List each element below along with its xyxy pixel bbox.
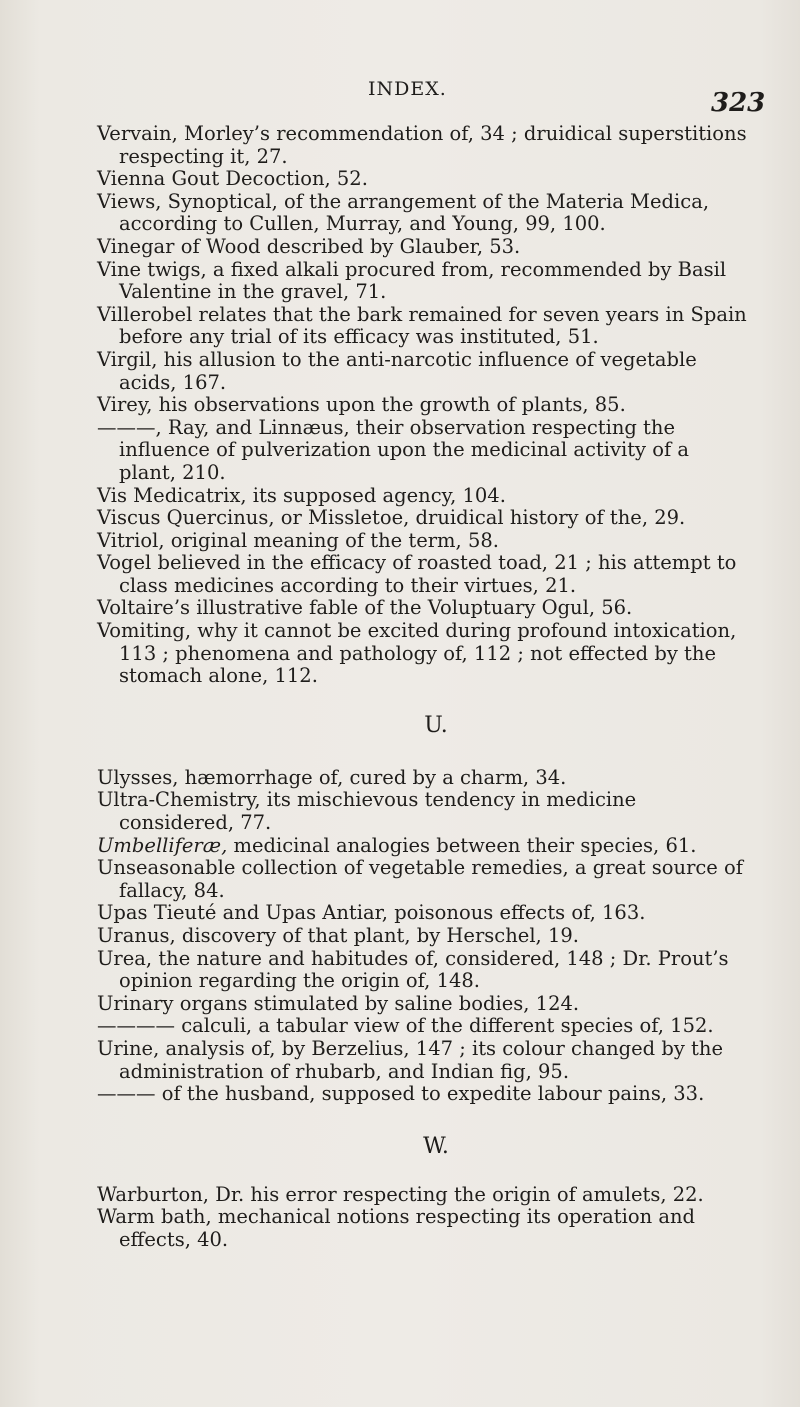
index-entry: Vitriol, original meaning of the term, 58. bbox=[97, 528, 499, 552]
index-entry: Uranus, discovery of that plant, by Herschel, 19. bbox=[97, 924, 579, 947]
index-entry: Ulysses, hæmorrhage of, cured by a charm, 34. bbox=[97, 765, 567, 789]
index-entry: Urine, analysis of, by Berzelius, 147 ; its colour changed by the administration of rhubarb, and Indian fig, 95. bbox=[97, 1036, 723, 1083]
section-w bbox=[97, 1184, 747, 1252]
page-header bbox=[0, 78, 800, 118]
index-entry: ———— calculi, a tabular view of the different species of, 152. bbox=[97, 1014, 714, 1038]
index-entry: Villerobel relates that the bark remained for seven years in Spain before any trial of its efficacy was instituted, 51. bbox=[97, 302, 747, 349]
section-letter-w: W. bbox=[423, 1133, 449, 1159]
index-entry: Warm bath, mechanical notions respecting its operation and effects, 40. bbox=[97, 1205, 696, 1251]
index-entry: Ultra-Chemistry, its mischievous tendency in medicine considered, 77. bbox=[97, 788, 637, 835]
index-entry: Vinegar of Wood described by Glauber, 53. bbox=[97, 234, 521, 258]
index-entry: Warburton, Dr. his error respecting the origin of amulets, 22. bbox=[97, 1182, 704, 1206]
index-body bbox=[97, 123, 747, 1252]
index-entry: Virgil, his allusion to the anti-narcotic influence of vegetable acids, 167. bbox=[97, 347, 697, 394]
index-entry: Vomiting, why it cannot be excited during profound intoxication, 113 ; phenomena and pathology of, 112 ; not effected by the stomach alone, 112. bbox=[97, 619, 737, 688]
index-entry: Urinary organs stimulated by saline bodies, 124. bbox=[97, 991, 580, 1015]
index-entry: Vervain, Morley’s recommendation of, 34 ; druidical superstitions respecting it, 27. bbox=[97, 122, 747, 168]
index-entry bbox=[97, 835, 747, 858]
entry-term-italic: Umbelliferæ, bbox=[97, 833, 228, 857]
index-entry: Voltaire’s illustrative fable of the Voluptuary Ogul, 56. bbox=[97, 596, 633, 620]
index-entry: Unseasonable collection of vegetable remedies, a great source of fallacy, 84. bbox=[97, 856, 744, 902]
index-entry: Urea, the nature and habitudes of, considered, 148 ; Dr. Prout’s opinion regarding the origin of, 148. bbox=[97, 946, 729, 993]
section-v bbox=[97, 123, 747, 688]
index-entry: Vogel believed in the efficacy of roasted toad, 21 ; his attempt to class medicines according to their virtues, 21. bbox=[97, 551, 737, 597]
page-number: 323 bbox=[711, 88, 766, 118]
entry-text: medicinal analogies between their species, 61. bbox=[227, 833, 697, 857]
index-entry: Views, Synoptical, of the arrangement of the Materia Medica, according to Cullen, Murray, and Young, 99, 100. bbox=[97, 189, 710, 236]
section-u bbox=[97, 767, 747, 1106]
index-entry: Viscus Quercinus, or Missletoe, druidical history of the, 29. bbox=[97, 506, 686, 530]
index-entry: Vienna Gout Decoction, 52. bbox=[97, 167, 368, 191]
section-letter-u: U. bbox=[424, 712, 448, 738]
index-entry: Vis Medicatrix, its supposed agency, 104. bbox=[97, 483, 506, 507]
index-entry: ——— of the husband, supposed to expedite labour pains, 33. bbox=[97, 1082, 705, 1106]
index-entry: Upas Tieuté and Upas Antiar, poisonous effects of, 163. bbox=[97, 901, 646, 925]
running-head: INDEX. bbox=[368, 78, 447, 100]
index-entry: Virey, his observations upon the growth of plants, 85. bbox=[97, 393, 626, 417]
index-entry: Vine twigs, a fixed alkali procured from, recommended by Basil Valentine in the gravel, 71. bbox=[97, 257, 727, 304]
index-entry: ———, Ray, and Linnæus, their observation respecting the influence of pulverization upon the medicinal activity of a plant, 210. bbox=[97, 415, 690, 484]
